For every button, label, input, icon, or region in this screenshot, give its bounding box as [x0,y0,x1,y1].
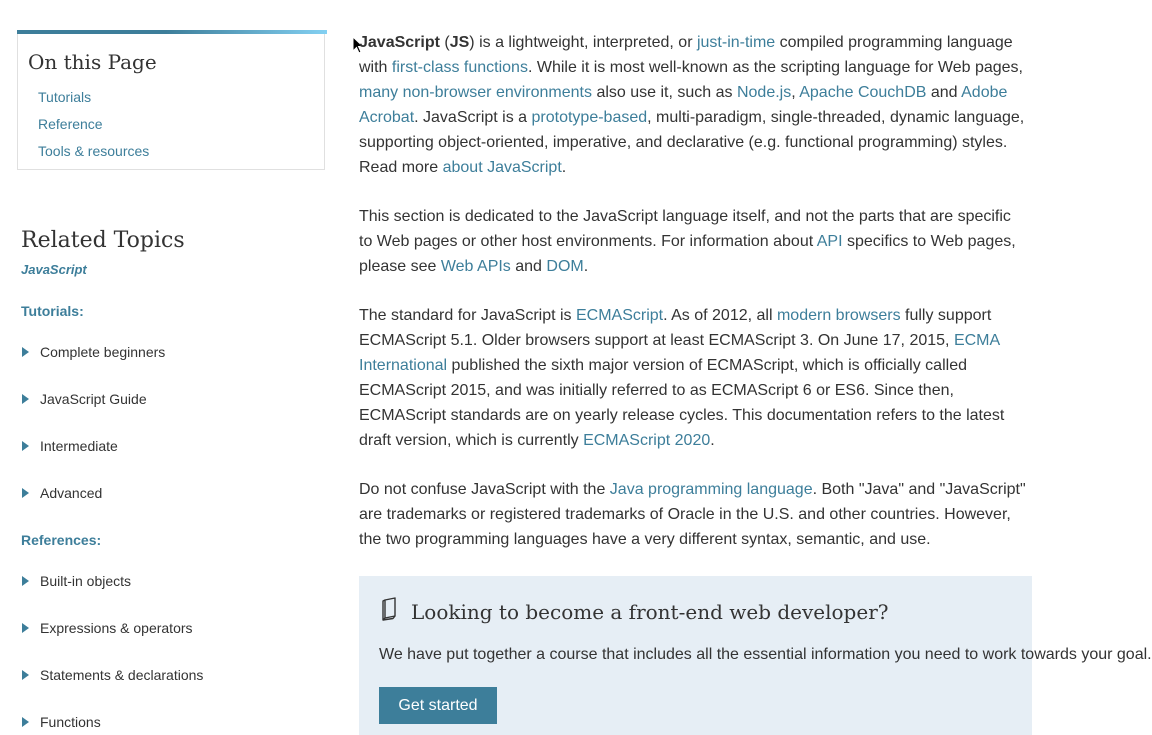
link-about-javascript[interactable]: about JavaScript [442,159,562,176]
toc-link-tools-resources[interactable]: Tools & resources [38,143,150,159]
sidebar-item-javascript-guide[interactable] [22,391,147,407]
sidebar-item-complete-beginners[interactable] [22,344,165,360]
related-topic-javascript-link[interactable]: JavaScript [21,262,87,277]
term-javascript: JavaScript [359,34,440,51]
toc-link-reference[interactable]: Reference [38,116,103,132]
sidebar-item-label: Expressions & operators [40,620,193,636]
related-topics-title: Related Topics [21,228,185,253]
promo-heading-row [380,597,888,626]
references-heading: References: [21,532,102,548]
promo-heading: Looking to become a front-end web developer? [411,599,889,624]
expand-arrow-icon [22,441,29,451]
link-modern-browsers[interactable]: modern browsers [776,307,901,324]
sidebar-item-label: JavaScript Guide [40,391,147,407]
sidebar-item-label: Functions [40,714,101,730]
link-ecma-international[interactable]: ECMA International [359,332,1000,374]
link-ecmascript-2020[interactable]: ECMAScript 2020 [583,432,711,449]
main-article [359,30,1027,576]
learning-area-promo [359,576,1152,735]
link-dom[interactable]: DOM [546,258,584,275]
sidebar-item-intermediate[interactable] [22,438,118,454]
sidebar-item-statements-declarations[interactable] [22,667,203,683]
promo-description: We have put together a course that includes all the essential information you need to work towards your goal. [379,646,1152,663]
sidebar-item-label: Intermediate [40,438,118,454]
expand-arrow-icon [22,623,29,633]
toc-link-tutorials[interactable]: Tutorials [38,89,92,105]
expand-arrow-icon [22,488,29,498]
expand-arrow-icon [22,394,29,404]
sidebar-item-label: Advanced [40,485,103,501]
link-api[interactable]: API [816,233,843,250]
scope-paragraph: This section is dedicated to the JavaScript language itself, and not the parts that are specific to Web pages or other host environments. For information about API specifics to Web pages, please see Web APIs and DOM. [359,208,1016,275]
sidebar-item-advanced[interactable] [22,485,102,501]
link-prototype-based[interactable]: prototype-based [531,109,648,126]
toc-accent-bar [17,30,327,34]
link-ecmascript[interactable]: ECMAScript [575,307,664,324]
link-web-apis[interactable]: Web APIs [440,258,511,275]
link-non-browser-environments[interactable]: many non-browser environments [359,84,592,101]
on-this-page-box [17,30,325,170]
sidebar-item-built-in-objects[interactable] [22,573,131,589]
toc-title: On this Page [28,50,157,74]
link-just-in-time[interactable]: just-in-time [696,34,776,51]
link-first-class-functions[interactable]: first-class functions [391,59,528,76]
term-js: JS [449,34,470,51]
get-started-button[interactable]: Get started [379,687,497,724]
expand-arrow-icon [22,576,29,586]
expand-arrow-icon [22,717,29,727]
sidebar-item-expressions-operators[interactable] [22,620,193,636]
expand-arrow-icon [22,670,29,680]
sidebar-item-label: Built-in objects [40,573,132,589]
toc-list [38,88,149,169]
expand-arrow-icon [22,347,29,357]
link-adobe-acrobat[interactable]: Adobe Acrobat [359,84,1008,126]
standard-paragraph: The standard for JavaScript is ECMAScript. As of 2012, all modern browsers fully support ECMAScript 5.1. Older browsers support at least ECMAScript 3. On June 17, 2015, ECMA International published the sixth major version of ECMAScript, which is officially called ECMAScript 2015, and was initially referred to as ECMAScript 6 or ES6. Since then, ECMAScript standards are on yearly release cycles. This documentation refers to the latest draft version, which is currently ECMAScript 2020. [359,307,1005,449]
book-icon [380,597,402,626]
sidebar-item-functions[interactable] [22,714,101,730]
sidebar-item-label: Complete beginners [40,344,166,360]
sidebar-item-label: Statements & declarations [40,667,204,683]
java-confusion-paragraph: Do not confuse JavaScript with the Java programming language. Both "Java" and "JavaScript" are trademarks or registered trademarks of Oracle in the U.S. and other countries. However, the two programming languages have a very different syntax, semantic, and use. [359,481,1026,548]
link-nodejs[interactable]: Node.js [736,84,792,101]
intro-paragraph: JavaScript (JS) is a lightweight, interpreted, or just-in-time compiled programming language with first-class functions. While it is most well-known as the scripting language for Web pages, many non-browser environments also use it, such as Node.js, Apache CouchDB and Adobe Acrobat. JavaScript is a prototype-based, multi-paradigm, single-threaded, dynamic language, supporting object-oriented, imperative, and declarative (e.g. functional programming) styles. Read more about JavaScript. [359,34,1025,176]
link-apache-couchdb[interactable]: Apache CouchDB [799,84,927,101]
link-java-programming-language[interactable]: Java programming language [609,481,813,498]
tutorials-heading: Tutorials: [21,303,84,319]
